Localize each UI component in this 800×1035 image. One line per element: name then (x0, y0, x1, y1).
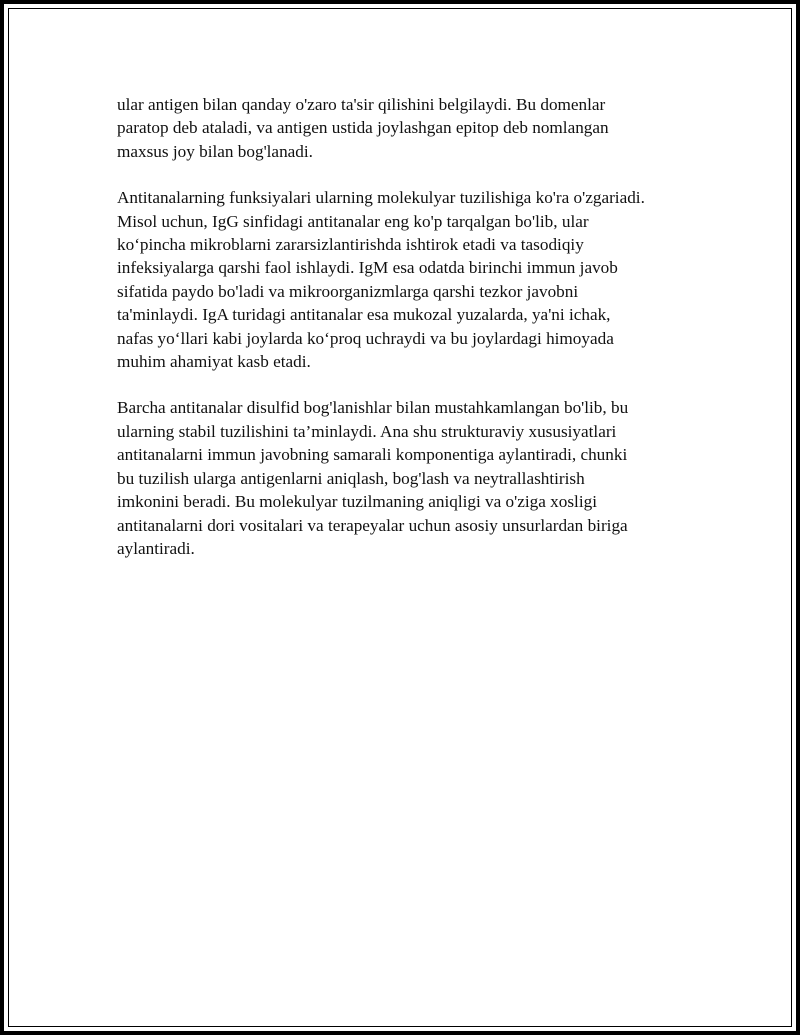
paragraph-2: Antitanalarning funksiyalari ularning molekulyar tuzilishiga ko'ra o'zgariadi. Misol uchun, IgG sinfidagi antitanalar eng ko'p tarqalgan bo'lib, ular ko‘pincha mikroblarni zararsizlantirishda ishtirok etadi va tasodiqiy infeksiyalarga qarshi faol ishlaydi. IgM esa odatda birinchi immun javob sifatida paydo bo'ladi va mikroorganizmlarga qarshi tezkor javobni ta'minlaydi. IgA turidagi antitanalar esa mukozal yuzalarda, ya'ni ichak, nafas yo‘llari kabi joylarda ko‘proq uchraydi va bu joylardagi himoyada muhim ahamiyat kasb etadi. (117, 188, 645, 372)
document-body (117, 93, 707, 583)
paragraph-3: Barcha antitanalar disulfid bog'lanishlar bilan mustahkamlangan bo'lib, bu ularning stabil tuzilishini ta’minlaydi. Ana shu strukturaviy xususiyatlari antitanalarni immun javobning samarali komponentiga aylantiradi, chunki bu tuzilish ularga antigenlarni aniqlash, bog'lash va neytrallashtirish imkonini beradi. Bu molekulyar tuzilmaning aniqligi va o'ziga xosligi antitanalarni dori vositalari va terapeyalar uchun asosiy unsurlardan biriga aylantiradi. (117, 398, 629, 558)
paragraph-1: ular antigen bilan qanday o'zaro ta'sir qilishini belgilaydi. Bu domenlar paratop deb ataladi, va antigen ustida joylashgan epitop deb nomlangan maxsus joy bilan bog'lanadi. (117, 95, 609, 161)
